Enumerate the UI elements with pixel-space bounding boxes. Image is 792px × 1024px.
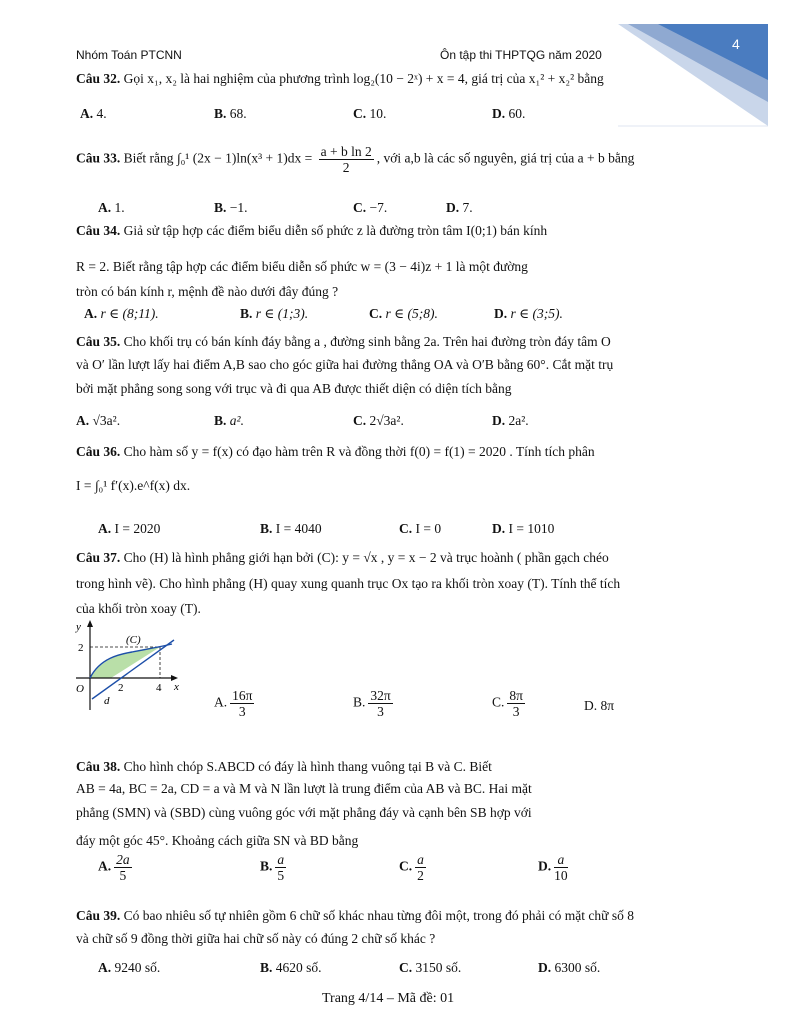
question-38-line3: phẳng (SMN) và (SBD) cùng vuông góc với mặt phẳng đáy và cạnh bên SB hợp với xyxy=(76,805,532,820)
question-38-line2: AB = 4a, BC = 2a, CD = a và M và N lần lượt là trung điểm của AB và BC. Hai mặt xyxy=(76,781,532,796)
option-a[interactable]: A. $\frac{16\pi}{3}$ xyxy=(214,688,253,719)
question-label: Câu 32. xyxy=(76,71,121,86)
question-37-line2: trong hình vẽ). Cho hình phẳng (H) quay xung quanh trục Ox tạo ra khối tròn xoay (T). Tính thể tích xyxy=(76,576,621,591)
option-c[interactable]: C. r ∈ (5;8). xyxy=(369,306,438,321)
question-38: Câu 38. Cho hình chóp S.ABCD có đáy là hình thang vuông tại B và C. Biết xyxy=(76,759,492,774)
question-35: Câu 35. Cho khối trụ có bán kính đáy bằng a , đường sinh bằng 2a. Trên hai đường tròn đáy tâm O xyxy=(76,334,611,349)
corner-decoration xyxy=(618,22,768,128)
option-b[interactable]: B. a². xyxy=(214,413,244,428)
option-a[interactable]: A. I = 2020 xyxy=(98,521,161,536)
option-c[interactable]: C. 10. xyxy=(353,106,387,121)
question-35-line2: và O′ lần lượt lấy hai điểm A,B sao cho góc giữa hai đường thẳng OA và O′B bằng 60°. Cắt mặt trụ xyxy=(76,357,614,372)
svg-text:(C): (C) xyxy=(126,634,141,646)
option-c[interactable]: C. 2√3a². xyxy=(353,413,404,428)
option-c[interactable]: C. $\frac{8\pi}{3}$ xyxy=(492,688,523,719)
question-37: Câu 37. Cho (H) là hình phẳng giới hạn bởi (C): y = √x , y = x − 2 và trục hoành ( phần gạch chéo xyxy=(76,550,609,565)
question-34-line2: R = 2. Biết rằng tập hợp các điểm biểu diễn số phức w = (3 − 4i)z + 1 là một đường xyxy=(76,259,528,274)
header-left: Nhóm Toán PTCNN xyxy=(76,48,182,62)
option-a[interactable]: A. r ∈ (8;11). xyxy=(84,306,159,321)
option-b[interactable]: B. r ∈ (1;3). xyxy=(240,306,309,321)
question-label: Câu 35. xyxy=(76,334,121,349)
option-d[interactable]: D. r ∈ (3;5). xyxy=(494,306,563,321)
svg-text:x: x xyxy=(174,681,179,693)
option-b[interactable]: B. $\frac{a}{5}$ xyxy=(260,852,285,883)
region-graph xyxy=(72,618,184,712)
option-a[interactable]: A. 1. xyxy=(98,200,125,215)
question-32 xyxy=(76,71,604,87)
question-35-line3: bởi mặt phẳng song song với trục và đi qua AB được thiết diện có diện tích bằng xyxy=(76,381,512,396)
question-39-line2: và chữ số 9 đồng thời giữa hai chữ số này có đúng 2 chữ số khác ? xyxy=(76,931,436,946)
option-d[interactable]: D. 6300 số. xyxy=(538,960,601,975)
option-d[interactable]: D. 60. xyxy=(492,106,526,121)
fraction: $\frac{\text{a + b ln 2}}{2}$ xyxy=(320,144,372,175)
page-footer: Trang 4/14 – Mã đề: 01 xyxy=(322,991,455,1006)
svg-text:4: 4 xyxy=(156,682,162,694)
svg-text:2: 2 xyxy=(118,682,124,694)
integral-expression: ∫₀¹ (2x − 1)ln(x³ + 1)dx = xyxy=(176,150,313,166)
question-label: Câu 38. xyxy=(76,759,121,774)
option-b[interactable]: B. 4620 số. xyxy=(260,960,322,975)
question-36-integral: I = ∫₀¹ f′(x).e^f(x) dx. xyxy=(76,478,191,493)
option-c[interactable]: C. I = 0 xyxy=(399,521,442,536)
option-c[interactable]: C. 3150 số. xyxy=(399,960,462,975)
svg-text:O: O xyxy=(76,683,84,695)
question-36: Câu 36. Cho hàm số y = f(x) có đạo hàm trên R và đồng thời f(0) = f(1) = 2020 . Tính tích phân xyxy=(76,444,595,459)
question-label: Câu 39. xyxy=(76,908,121,923)
option-a[interactable]: A. $\frac{2a}{5}$ xyxy=(98,852,130,883)
option-b[interactable]: B. −1. xyxy=(214,200,248,215)
option-d[interactable]: D. $\frac{a}{10}$ xyxy=(538,852,568,883)
option-b[interactable]: B. I = 4040 xyxy=(260,521,322,536)
question-label: Câu 34. xyxy=(76,223,121,238)
option-b[interactable]: B. $\frac{32\pi}{3}$ xyxy=(353,688,391,719)
option-c[interactable]: C. $\frac{a}{2}$ xyxy=(399,852,424,883)
header-center: Ôn tập thi THPTQG năm 2020 xyxy=(440,48,602,62)
question-37-line3: của khối tròn xoay (T). xyxy=(76,601,201,616)
option-a[interactable]: A. √3a². xyxy=(76,413,121,428)
question-39: Câu 39. Có bao nhiêu số tự nhiên gồm 6 chữ số khác nhau từng đôi một, trong đó phải có mặt chữ số 8 xyxy=(76,908,634,923)
option-a[interactable]: A. 9240 số. xyxy=(98,960,161,975)
question-label: Câu 33. xyxy=(76,150,121,166)
option-c[interactable]: C. −7. xyxy=(353,200,388,215)
svg-text:2: 2 xyxy=(78,642,84,654)
question-text: Gọi x₁, x₂ là hai nghiệm của phương trình log₂(10 − 2ˣ) + x = 4, giá trị của x₁² + x₂² bằng xyxy=(123,71,604,86)
question-38-line4: đáy một góc 45°. Khoảng cách giữa SN và BD bằng xyxy=(76,833,359,848)
shaded-region xyxy=(90,647,160,678)
option-b[interactable]: B. 68. xyxy=(214,106,247,121)
option-d[interactable]: D. 8π xyxy=(584,698,615,713)
question-33: Câu 33. Biết rằng ∫₀¹ (2x − 1)ln(x³ + 1)dx = $\frac{\text{a + b ln 2}}{2}$ , với a,b là các số nguyên, giá trị của a + b bằng xyxy=(76,144,635,175)
svg-text:y: y xyxy=(76,621,81,633)
option-d[interactable]: D. I = 1010 xyxy=(492,521,555,536)
question-34-line3: tròn có bán kính r, mệnh đề nào dưới đây đúng ? xyxy=(76,284,339,299)
question-label: Câu 36. xyxy=(76,444,121,459)
question-34: Câu 34. Giả sử tập hợp các điểm biểu diễn số phức z là đường tròn tâm I(0;1) bán kính xyxy=(76,223,548,238)
option-d[interactable]: D. 7. xyxy=(446,200,473,215)
option-a[interactable]: A. 4. xyxy=(80,106,107,121)
option-d[interactable]: D. 2a². xyxy=(492,413,529,428)
page-number-badge: 4 xyxy=(732,36,740,52)
svg-text:d: d xyxy=(104,695,110,707)
question-label: Câu 37. xyxy=(76,550,121,565)
